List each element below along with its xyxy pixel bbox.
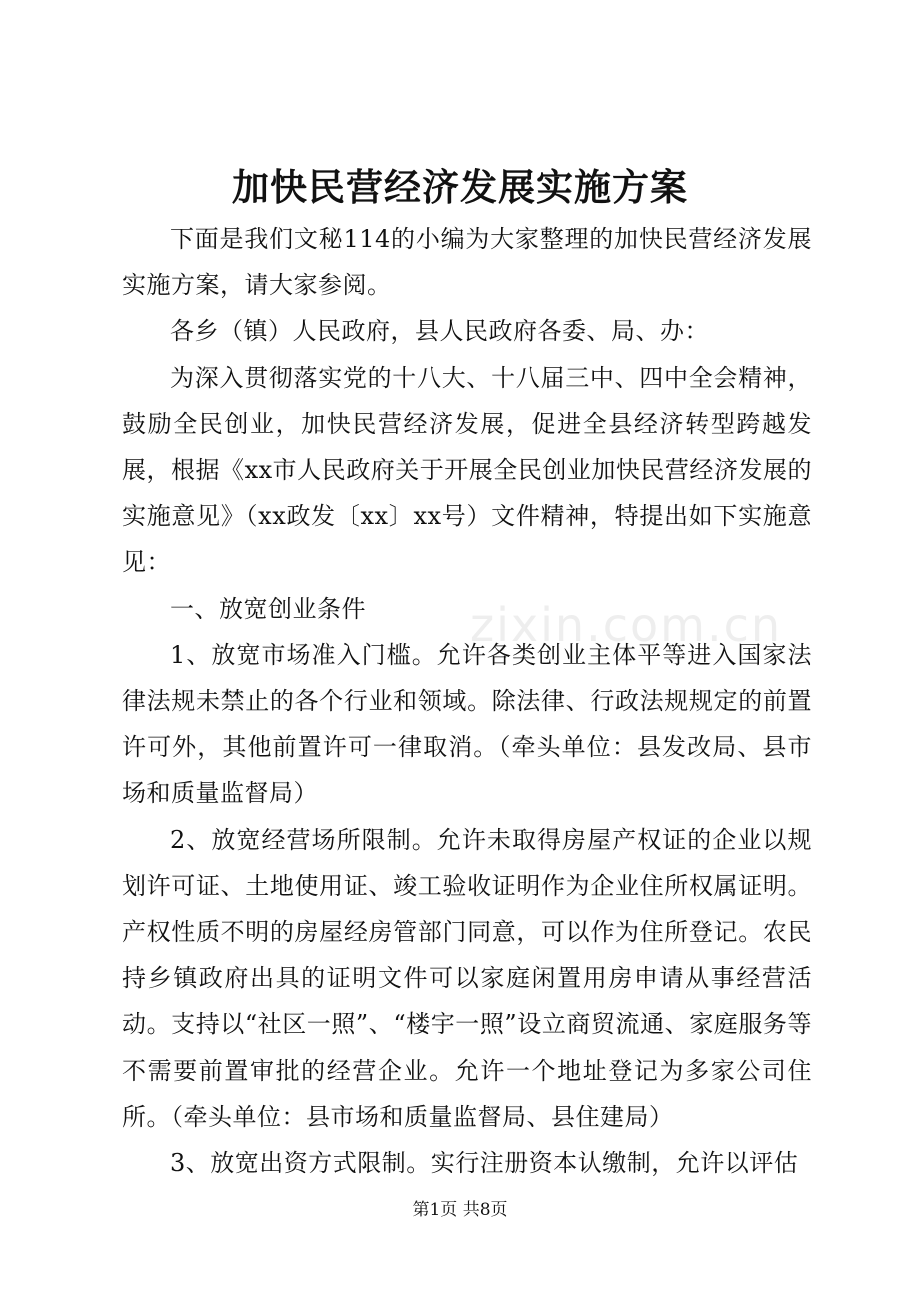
intro-paragraph: 下面是我们文秘114的小编为大家整理的加快民营经济发展实施方案，请大家参阅。: [122, 225, 812, 300]
item-1-paragraph: 1、放宽市场准入门槛。允许各类创业主体平等进入国家法律法规未禁止的各个行业和领域。除法律、行政法规规定的前置许可外，其他前置许可一律取消。（牵头单位：县发改局、县市场和质量监督局）: [122, 640, 812, 808]
section-heading: 一、放宽创业条件: [170, 594, 366, 623]
document-title: 加快民营经济发展实施方案: [232, 165, 688, 209]
document-body: [122, 216, 812, 1186]
item-2-paragraph: 2、放宽经营场所限制。允许未取得房屋产权证的企业以规划许可证、土地使用证、竣工验收证明作为企业住所权属证明。产权性质不明的房屋经房管部门同意，可以作为住所登记。农民持乡镇政府出具的证明文件可以家庭闲置用房申请从事经营活动。支持以“社区一照”、“楼宇一照”设立商贸流通、家庭服务等不需要前置审批的经营企业。允许一个地址登记为多家公司住所。（牵头单位：县市场和质量监督局、县住建局）: [122, 825, 812, 1131]
page-footer: 第1页 共8页: [412, 1200, 508, 1220]
watermark: zixin.com.cn: [470, 598, 783, 652]
item-3-paragraph: 3、放宽出资方式限制。实行注册资本认缴制，允许以评估: [170, 1149, 799, 1178]
addressee-paragraph: 各乡（镇）人民政府，县人民政府各委、局、办：: [170, 317, 709, 346]
purpose-paragraph: 为深入贯彻落实党的十八大、十八届三中、四中全会精神，鼓励全民创业，加快民营经济发展，促进全县经济转型跨越发展，根据《xx市人民政府关于开展全民创业加快民营经济发展的实施意见》（xx政发〔xx〕xx号）文件精神，特提出如下实施意见：: [122, 363, 812, 577]
